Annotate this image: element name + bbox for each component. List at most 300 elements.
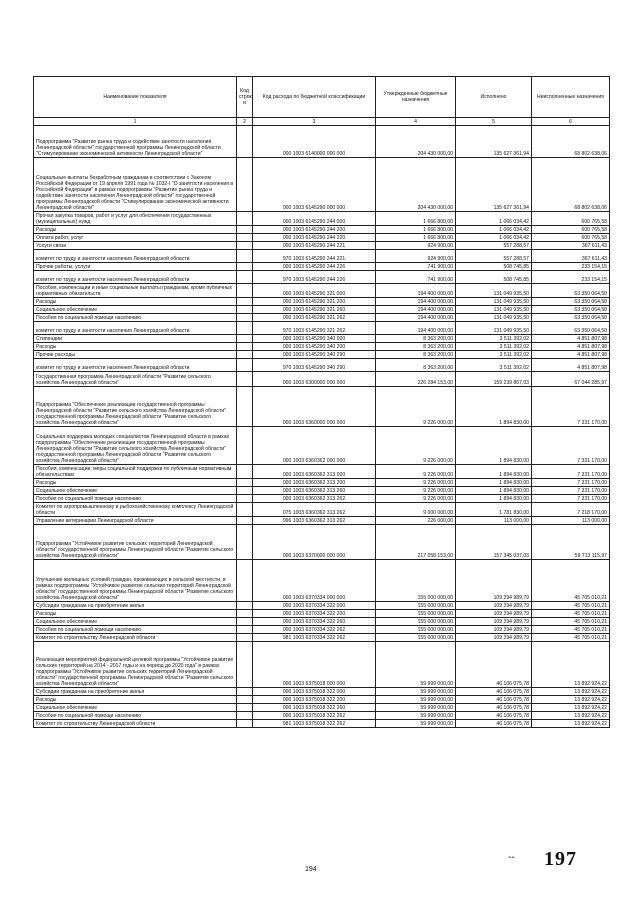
row-line-code (237, 212, 253, 226)
row-budget-code: 000 1003 6360362 313 262 (253, 495, 376, 503)
row-executed: 159 239 867,03 (456, 372, 532, 387)
row-line-code (237, 525, 253, 560)
row-executed: 109 294 989,79 (456, 626, 532, 634)
row-line-code (237, 712, 253, 720)
row-line-code (237, 343, 253, 351)
row-approved: 8 363 200,00 (376, 359, 456, 372)
row-approved: 9 226 000,00 (376, 427, 456, 465)
row-unexecuted: 13 892 924,22 (532, 696, 610, 704)
row-executed: 1 894 830,00 (456, 387, 532, 427)
row-unexecuted: 4 851 807,98 (532, 359, 610, 372)
row-approved: 155 000 000,00 (376, 634, 456, 642)
row-unexecuted: 13 892 924,22 (532, 720, 610, 728)
row-approved: 194 400 000,00 (376, 314, 456, 322)
row-unexecuted: 233 154,15 (532, 271, 610, 284)
table-row (34, 487, 610, 495)
row-name: Расходы (34, 343, 237, 351)
row-unexecuted: 63 350 064,50 (532, 322, 610, 335)
table-row (34, 427, 610, 465)
table-row (34, 298, 610, 306)
row-executed: 46 106 075,78 (456, 642, 532, 688)
row-budget-code: 000 1003 6370334 322 000 (253, 602, 376, 610)
row-approved: 9 226 000,00 (376, 387, 456, 427)
table-row (34, 306, 610, 314)
table-row (34, 618, 610, 626)
row-executed: 131 049 935,50 (456, 306, 532, 314)
row-executed: 3 511 392,02 (456, 351, 532, 359)
column-number: 1 (34, 118, 237, 126)
row-budget-code: 000 1003 6145290 321 262 (253, 314, 376, 322)
row-name: Комитет по агропромышленному и рыбохозяйственному комплексу Ленинградской области (34, 503, 237, 517)
row-budget-code: 075 1003 6360362 313 262 (253, 503, 376, 517)
row-name: комитет по труду и занятости населения Ленинградской области (34, 271, 237, 284)
row-name: Реализация мероприятий федеральной целевой программы "Устойчивое развитие сельских территорий на 2014 - 2017 годы и на период до 2020 года" в рамках подпрограммы "Устойчивое развитие сельских территорий Ленинградской области" государственной программы Ленинградской области "Развитие сельского хозяйства Ленинградской области" (34, 642, 237, 688)
row-line-code (237, 335, 253, 343)
row-name: Подпрограмма "Развитие рынка труда и содействие занятости населения Ленинградской области" государственной программы Ленинградской области "Стимулирование экономической активности Ленинградской области" (34, 126, 237, 158)
table-row (34, 560, 610, 602)
row-budget-code: 000 1003 6145290 244 200 (253, 226, 376, 234)
row-approved: 194 400 000,00 (376, 298, 456, 306)
table-row (34, 343, 610, 351)
table-row (34, 610, 610, 618)
row-unexecuted: 59 713 115,97 (532, 525, 610, 560)
row-budget-code: 981 1003 6370334 322 262 (253, 634, 376, 642)
row-approved: 155 000 000,00 (376, 618, 456, 626)
header-approved: Утвержденные бюджетные назначения (376, 77, 456, 118)
row-unexecuted: 7 331 170,00 (532, 387, 610, 427)
row-name: Улучшение жилищных условий граждан, проживающих в сельской местности, в рамках подпрограммы "Устойчивое развитие сельских территорий Ленинградской области" государственной программы Ленинградской области "Развитие сельского хозяйства Ленинградской области" (34, 560, 237, 602)
row-unexecuted: 367 611,43 (532, 242, 610, 250)
row-budget-code: 000 1003 6145290 000 000 (253, 158, 376, 212)
row-line-code (237, 158, 253, 212)
table-row (34, 226, 610, 234)
column-number: 6 (532, 118, 610, 126)
row-budget-code: 000 1003 6360362 313 000 (253, 465, 376, 479)
row-line-code (237, 234, 253, 242)
row-name: Расходы (34, 610, 237, 618)
row-line-code (237, 610, 253, 618)
row-name: Стипендии (34, 335, 237, 343)
row-unexecuted: 600 765,58 (532, 234, 610, 242)
table-row (34, 335, 610, 343)
row-name: Прочие расходы (34, 351, 237, 359)
row-name: Подпрограмма "Обеспечение реализации государственной программы Ленинградской области "Развитие сельского хозяйства Ленинградской области" государственной программы Ленинградской области "Развитие сельского хозяйства Ленинградской области" (34, 387, 237, 427)
table-row (34, 372, 610, 387)
table-row (34, 634, 610, 642)
row-line-code (237, 351, 253, 359)
row-name: Субсидии гражданам на приобретение жилья (34, 688, 237, 696)
table-row (34, 602, 610, 610)
row-executed: 131 049 935,50 (456, 284, 532, 298)
row-name: Субсидии гражданам на приобретение жилья (34, 602, 237, 610)
row-approved: 59 999 000,00 (376, 696, 456, 704)
row-executed: 46 106 075,78 (456, 688, 532, 696)
row-unexecuted: 45 705 010,21 (532, 560, 610, 602)
row-budget-code: 000 1003 6145290 244 221 (253, 242, 376, 250)
row-name: Пособия, компенсации, меры социальной поддержки по публичным нормативным обязательствам (34, 465, 237, 479)
row-approved: 8 363 200,00 (376, 351, 456, 359)
row-line-code (237, 359, 253, 372)
row-unexecuted: 113 000,00 (532, 517, 610, 525)
row-budget-code: 000 1003 6360362 313 260 (253, 487, 376, 495)
row-name: Подпрограмма "Устойчивое развитие сельских территорий Ленинградской области" государственной программы Ленинградской области "Развитие сельского хозяйства Ленинградской области" (34, 525, 237, 560)
row-executed: 557 288,57 (456, 242, 532, 250)
row-approved: 9 226 000,00 (376, 465, 456, 479)
row-budget-code: 000 1003 6145290 340 290 (253, 351, 376, 359)
table-row (34, 322, 610, 335)
row-executed: 1 894 830,00 (456, 487, 532, 495)
table-row (34, 626, 610, 634)
row-budget-code: 000 1003 6370000 000 000 (253, 525, 376, 560)
row-line-code (237, 487, 253, 495)
row-line-code (237, 126, 253, 158)
row-name: Услуги связи (34, 242, 237, 250)
row-line-code (237, 688, 253, 696)
row-name: Управление ветеринарии Ленинградской области (34, 517, 237, 525)
row-approved: 924 900,00 (376, 250, 456, 263)
row-budget-code: 000 1003 6145290 340 000 (253, 335, 376, 343)
row-line-code (237, 696, 253, 704)
row-unexecuted: 67 044 285,97 (532, 372, 610, 387)
row-line-code (237, 479, 253, 487)
row-executed: 557 288,57 (456, 250, 532, 263)
table-row (34, 250, 610, 263)
row-name: Социальное обеспечение (34, 618, 237, 626)
row-executed: 508 745,85 (456, 263, 532, 271)
row-executed: 131 049 935,50 (456, 314, 532, 322)
row-unexecuted: 4 851 807,98 (532, 343, 610, 351)
row-executed: 1 066 034,42 (456, 226, 532, 234)
row-approved: 204 430 000,00 (376, 158, 456, 212)
header-executed: Исполнено (456, 77, 532, 118)
table-row (34, 126, 610, 158)
row-budget-code: 970 1003 6145290 244 226 (253, 271, 376, 284)
row-executed: 131 049 935,50 (456, 322, 532, 335)
row-approved: 155 000 000,00 (376, 610, 456, 618)
row-line-code (237, 517, 253, 525)
budget-report-sheet (33, 76, 609, 728)
row-name: Социальная поддержка молодых специалистов Ленинградской области в рамках подпрограммы "Обеспечение реализации государственной программы Ленинградской области "Развитие сельского хозяйства Ленинградской области" государственной программы Ленинградской области "Развитие сельского хозяйства Ленинградской области" (34, 427, 237, 465)
header-unexecuted: Неисполненные назначения (532, 77, 610, 118)
row-line-code (237, 503, 253, 517)
row-executed: 3 511 392,02 (456, 359, 532, 372)
row-executed: 46 106 075,78 (456, 704, 532, 712)
row-approved: 194 400 000,00 (376, 322, 456, 335)
row-unexecuted: 233 154,15 (532, 263, 610, 271)
row-budget-code: 000 1003 6370334 322 200 (253, 610, 376, 618)
row-budget-code: 000 1003 6375018 000 000 (253, 642, 376, 688)
row-executed: 1 066 034,42 (456, 212, 532, 226)
row-name: Социальное обеспечение (34, 306, 237, 314)
row-line-code (237, 250, 253, 263)
row-budget-code: 970 1003 6145290 244 221 (253, 250, 376, 263)
row-line-code (237, 322, 253, 335)
column-numbers-row (34, 118, 610, 126)
row-approved: 9 000 000,00 (376, 503, 456, 517)
row-executed: 508 745,85 (456, 271, 532, 284)
row-approved: 9 226 000,00 (376, 479, 456, 487)
table-row (34, 212, 610, 226)
row-line-code (237, 226, 253, 234)
row-unexecuted: 63 350 064,50 (532, 284, 610, 298)
row-unexecuted: 45 705 010,21 (532, 626, 610, 634)
table-row (34, 704, 610, 712)
row-name: Прочие работы, услуги (34, 263, 237, 271)
row-name: Пособия по социальной помощи населению (34, 495, 237, 503)
row-line-code (237, 720, 253, 728)
row-line-code (237, 372, 253, 387)
column-number: 4 (376, 118, 456, 126)
row-executed: 135 627 361,94 (456, 158, 532, 212)
table-row (34, 271, 610, 284)
row-executed: 109 294 989,79 (456, 610, 532, 618)
row-budget-code: 000 1003 6300000 000 000 (253, 372, 376, 387)
row-approved: 924 900,00 (376, 242, 456, 250)
row-name: комитет по труду и занятости населения Ленинградской области (34, 322, 237, 335)
row-budget-code: 970 1003 6145290 340 290 (253, 359, 376, 372)
row-approved: 9 226 000,00 (376, 487, 456, 495)
row-line-code (237, 314, 253, 322)
row-line-code (237, 465, 253, 479)
row-budget-code: 000 1003 6145290 244 226 (253, 263, 376, 271)
row-executed: 46 106 075,78 (456, 720, 532, 728)
row-budget-code: 996 1003 6360362 313 262 (253, 517, 376, 525)
row-approved: 59 999 000,00 (376, 712, 456, 720)
row-approved: 59 999 000,00 (376, 704, 456, 712)
row-name: Социальное обеспечение (34, 704, 237, 712)
table-row (34, 525, 610, 560)
row-name: Пособия по социальной помощи населению (34, 626, 237, 634)
table-row (34, 314, 610, 322)
table-header-row (34, 77, 610, 118)
row-approved: 8 363 200,00 (376, 335, 456, 343)
row-budget-code: 000 1003 6370334 322 260 (253, 618, 376, 626)
table-row (34, 234, 610, 242)
row-approved: 204 430 000,00 (376, 126, 456, 158)
row-unexecuted: 600 765,58 (532, 212, 610, 226)
row-unexecuted: 63 350 064,50 (532, 298, 610, 306)
table-row (34, 479, 610, 487)
row-name: Прочая закупка товаров, работ и услуг для обеспечения государственных (муниципальных) нужд (34, 212, 237, 226)
row-executed: 157 345 037,03 (456, 525, 532, 560)
row-name: комитет по труду и занятости населения Ленинградской области (34, 250, 237, 263)
row-name: Расходы (34, 298, 237, 306)
row-name: Пособия, компенсации и иные социальные выплаты гражданам, кроме публичных нормативных обязательств (34, 284, 237, 298)
row-budget-code: 000 1003 6370334 322 262 (253, 626, 376, 634)
row-executed: 1 894 830,00 (456, 479, 532, 487)
row-budget-code: 000 1003 6370334 000 000 (253, 560, 376, 602)
row-executed: 109 294 989,79 (456, 634, 532, 642)
row-line-code (237, 263, 253, 271)
header-line-code: Код строк и (237, 77, 253, 118)
row-approved: 155 000 000,00 (376, 560, 456, 602)
budget-execution-table (33, 76, 610, 728)
row-approved: 8 363 200,00 (376, 343, 456, 351)
row-line-code (237, 495, 253, 503)
row-line-code (237, 298, 253, 306)
row-budget-code: 000 1003 6145290 244 220 (253, 234, 376, 242)
row-unexecuted: 4 851 807,98 (532, 335, 610, 343)
row-budget-code: 000 1003 6360362 313 200 (253, 479, 376, 487)
row-budget-code: 970 1003 6145290 321 262 (253, 322, 376, 335)
row-line-code (237, 642, 253, 688)
row-name: комитет по труду и занятости населения Ленинградской области (34, 359, 237, 372)
table-row (34, 517, 610, 525)
row-approved: 226 000,00 (376, 517, 456, 525)
table-row (34, 642, 610, 688)
row-unexecuted: 45 705 010,21 (532, 618, 610, 626)
row-name: Комитет по строительству Ленинградской области (34, 634, 237, 642)
row-budget-code: 000 1003 6145290 321 200 (253, 298, 376, 306)
row-line-code (237, 634, 253, 642)
header-name: Наименование показателя (34, 77, 237, 118)
row-unexecuted: 7 331 170,00 (532, 479, 610, 487)
column-number: 5 (456, 118, 532, 126)
row-executed: 3 511 392,02 (456, 343, 532, 351)
row-unexecuted: 7 218 170,00 (532, 503, 610, 517)
table-row (34, 387, 610, 427)
row-line-code (237, 284, 253, 298)
page-number: 194 (305, 866, 317, 873)
row-name: Расходы (34, 696, 237, 704)
row-budget-code: 000 1003 6375018 322 200 (253, 696, 376, 704)
row-name: Государственная программа Ленинградской области "Развитие сельского хозяйства Ленинградской области" (34, 372, 237, 387)
column-number: 3 (253, 118, 376, 126)
table-row (34, 495, 610, 503)
row-budget-code: 000 1003 6360000 000 000 (253, 387, 376, 427)
row-approved: 1 666 800,00 (376, 212, 456, 226)
table-body (34, 126, 610, 728)
row-budget-code: 000 1003 6375018 322 000 (253, 688, 376, 696)
row-budget-code: 981 1003 6375018 322 262 (253, 720, 376, 728)
row-approved: 9 226 000,00 (376, 495, 456, 503)
row-approved: 194 400 000,00 (376, 306, 456, 314)
row-line-code (237, 602, 253, 610)
row-name: Комитет по строительству Ленинградской области (34, 720, 237, 728)
row-line-code (237, 271, 253, 284)
row-line-code (237, 242, 253, 250)
table-row (34, 696, 610, 704)
row-approved: 59 999 000,00 (376, 720, 456, 728)
row-approved: 1 666 800,00 (376, 226, 456, 234)
table-row (34, 720, 610, 728)
row-unexecuted: 4 851 807,98 (532, 351, 610, 359)
row-unexecuted: 13 892 924,22 (532, 712, 610, 720)
table-row (34, 351, 610, 359)
row-unexecuted: 68 802 638,06 (532, 126, 610, 158)
row-budget-code: 000 1003 6375018 322 260 (253, 704, 376, 712)
row-line-code (237, 704, 253, 712)
row-executed: 113 000,00 (456, 517, 532, 525)
row-executed: 1 781 830,00 (456, 503, 532, 517)
row-name: Расходы (34, 479, 237, 487)
sheet-stamp-number: 197 (544, 848, 577, 870)
row-name: Оплата работ, услуг (34, 234, 237, 242)
table-row (34, 712, 610, 720)
row-approved: 155 000 000,00 (376, 626, 456, 634)
row-name: Пособия по социальной помощи населению (34, 712, 237, 720)
table-row (34, 688, 610, 696)
row-approved: 217 058 153,00 (376, 525, 456, 560)
row-executed: 135 627 361,94 (456, 126, 532, 158)
row-unexecuted: 600 765,58 (532, 226, 610, 234)
row-name: Социальное обеспечение (34, 487, 237, 495)
row-approved: 59 999 000,00 (376, 688, 456, 696)
row-line-code (237, 618, 253, 626)
row-budget-code: 000 1003 6140000 000 000 (253, 126, 376, 158)
row-executed: 109 294 989,79 (456, 560, 532, 602)
row-approved: 741 900,00 (376, 263, 456, 271)
row-executed: 1 894 830,00 (456, 465, 532, 479)
table-row (34, 242, 610, 250)
row-unexecuted: 13 892 924,22 (532, 642, 610, 688)
row-executed: 46 106 075,78 (456, 696, 532, 704)
header-budget-code: Код расхода по бюджетной классификации (253, 77, 376, 118)
stamp-dash: -- (508, 852, 515, 863)
row-budget-code: 000 1003 6360362 000 000 (253, 427, 376, 465)
row-executed: 1 894 830,00 (456, 495, 532, 503)
row-budget-code: 000 1003 6145290 340 200 (253, 343, 376, 351)
row-budget-code: 000 1003 6145290 321 260 (253, 306, 376, 314)
row-approved: 155 000 000,00 (376, 602, 456, 610)
table-row (34, 359, 610, 372)
row-unexecuted: 63 350 064,50 (532, 314, 610, 322)
row-unexecuted: 13 892 924,22 (532, 688, 610, 696)
row-name: Расходы (34, 226, 237, 234)
row-name: Социальные выплаты безработным гражданам в соответствии с Законом Российской Федерации от 19 апреля 1991 года № 1032-I "О занятости населения в Российской Федерации" в рамках подпрограммы "Развитие рынка труда и содействие занятости населения Ленинградской области" государственной программы Ленинградской области "Стимулирование экономической активности Ленинградской области" (34, 158, 237, 212)
table-row (34, 263, 610, 271)
row-unexecuted: 7 331 170,00 (532, 487, 610, 495)
row-approved: 226 284 153,00 (376, 372, 456, 387)
row-executed: 3 511 392,02 (456, 335, 532, 343)
row-line-code (237, 427, 253, 465)
row-line-code (237, 306, 253, 314)
table-row (34, 465, 610, 479)
row-unexecuted: 13 892 924,22 (532, 704, 610, 712)
row-executed: 131 049 935,50 (456, 298, 532, 306)
row-budget-code: 000 1003 6145290 321 000 (253, 284, 376, 298)
row-approved: 1 666 800,00 (376, 234, 456, 242)
row-unexecuted: 45 705 010,21 (532, 602, 610, 610)
row-line-code (237, 560, 253, 602)
row-budget-code: 000 1003 6145290 244 000 (253, 212, 376, 226)
row-executed: 46 106 075,78 (456, 712, 532, 720)
row-unexecuted: 68 802 638,06 (532, 158, 610, 212)
row-unexecuted: 367 611,43 (532, 250, 610, 263)
column-number: 2 (237, 118, 253, 126)
row-executed: 109 294 989,79 (456, 618, 532, 626)
row-executed: 1 066 034,42 (456, 234, 532, 242)
row-unexecuted: 45 705 010,21 (532, 610, 610, 618)
row-line-code (237, 387, 253, 427)
row-unexecuted: 7 331 170,00 (532, 427, 610, 465)
row-unexecuted: 7 331 170,00 (532, 465, 610, 479)
table-row (34, 503, 610, 517)
table-row (34, 284, 610, 298)
row-approved: 59 999 000,00 (376, 642, 456, 688)
row-approved: 194 400 000,00 (376, 284, 456, 298)
row-unexecuted: 7 331 170,00 (532, 495, 610, 503)
row-unexecuted: 45 705 010,21 (532, 634, 610, 642)
row-executed: 109 294 989,79 (456, 602, 532, 610)
row-line-code (237, 626, 253, 634)
row-budget-code: 000 1003 6375018 322 262 (253, 712, 376, 720)
row-unexecuted: 63 350 064,50 (532, 306, 610, 314)
table-row (34, 158, 610, 212)
row-executed: 1 894 830,00 (456, 427, 532, 465)
row-name: Пособия по социальной помощи населению (34, 314, 237, 322)
row-approved: 741 900,00 (376, 271, 456, 284)
